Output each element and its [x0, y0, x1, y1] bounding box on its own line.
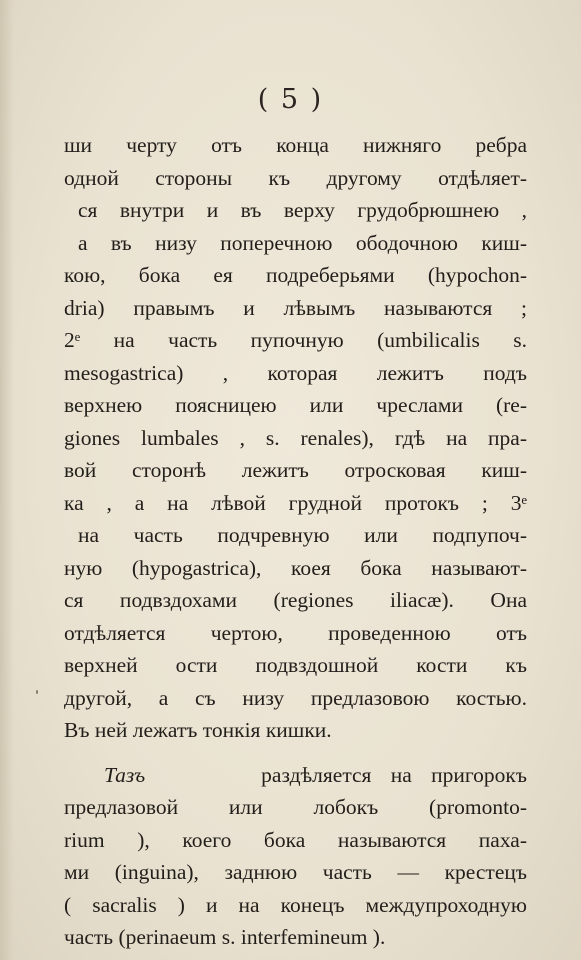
paragraph-2 — [64, 759, 527, 954]
text-line: другой, а съ низу предлазовою костью. — [64, 685, 527, 710]
text-line: giones lumbales , s. renales), гдѣ на пра- — [64, 425, 527, 450]
text-line: на часть подчревную или подпупоч- — [78, 523, 527, 547]
text-line: ми (inguina), заднюю часть — крестецъ — [64, 860, 527, 884]
paragraph-lead-word: Тазъ — [104, 762, 146, 787]
text-line: ся внутри и въ верху грудобрюшнею , — [78, 198, 527, 222]
text-line: предлазовой или лобокъ (promonto- — [64, 795, 527, 819]
paragraph-1 — [64, 129, 527, 747]
text-line: ( sacralis ) и на конецъ междупроходную — [64, 892, 527, 917]
paragraph-gap — [64, 747, 527, 759]
text-line: а въ низу поперечною ободочною киш- — [78, 230, 527, 255]
text-line: ся подвздохами (regiones iliacæ). Она — [64, 588, 527, 612]
text-line: верхнею поясницею или чреслами (re- — [64, 393, 527, 417]
text-line: dria) правымъ и лѣвымъ называются ; — [64, 295, 527, 320]
text-line — [64, 759, 527, 792]
text-line: часть (perinaeum s. interfemineum ). — [64, 925, 386, 949]
text-line: mesogastrica) , которая лежитъ подъ — [64, 360, 527, 385]
text-line: одной стороны къ другому отдѣляет- — [64, 165, 527, 190]
text-line: ши черту отъ конца нижняго ребра — [64, 133, 527, 157]
text-line: rium ), коего бока называются паха- — [64, 827, 527, 852]
text-line: кою, бока ея подреберьями (hypochon- — [64, 263, 527, 287]
paper-speck — [36, 690, 38, 694]
text-line: ную (hypogastrica), коея бока называют- — [64, 555, 527, 580]
text-line: вой сторонѣ лежитъ отросковая киш- — [64, 458, 527, 482]
text-line: верхней ости подвздошной кости къ — [64, 653, 527, 677]
text-line: ка , а на лѣвой грудной протокъ ; 3ᵉ — [64, 490, 527, 515]
page-number: ( 5 ) — [257, 84, 324, 115]
text-line: Въ ней лежатъ тонкія кишки. — [64, 718, 332, 742]
text-line: отдѣляется чертою, проведенною отъ — [64, 620, 527, 645]
page-gutter-shadow — [0, 0, 14, 960]
body-text — [64, 129, 527, 954]
paragraph-lead-rest: раздѣляется на пригорокъ — [261, 762, 527, 787]
text-line: 2ᵉ на часть пупочную (umbilicalis s. — [64, 328, 527, 352]
